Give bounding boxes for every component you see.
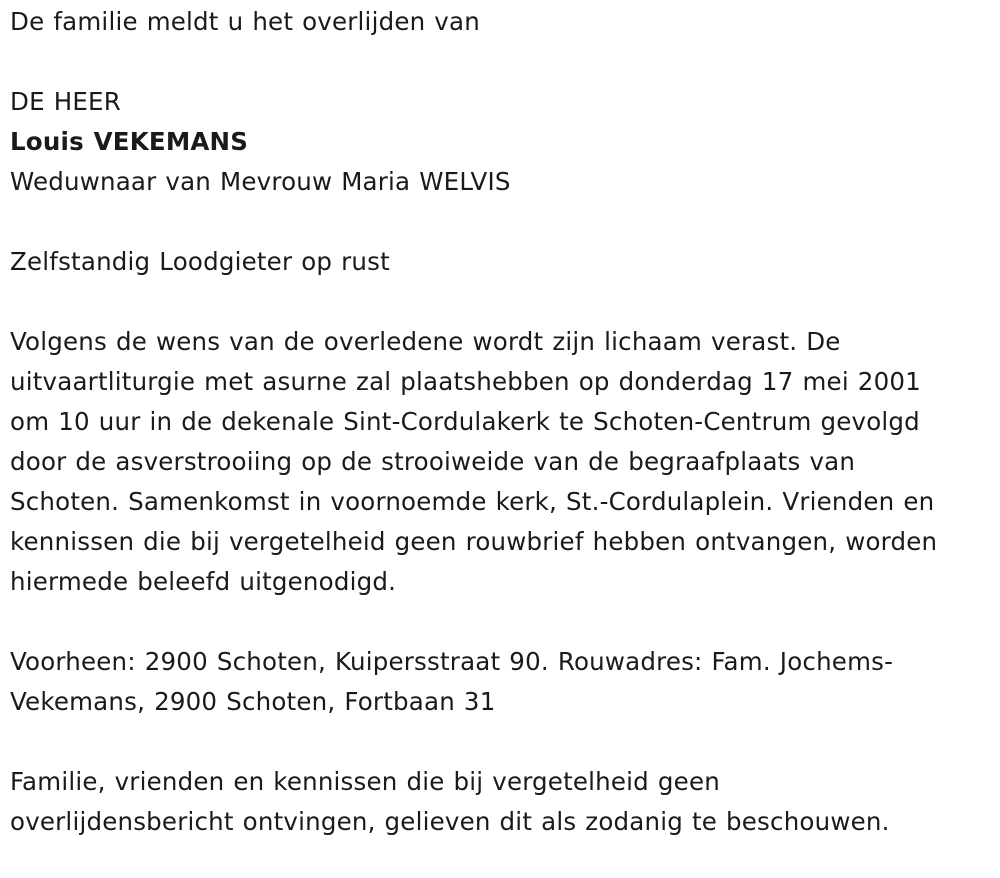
- funeral-paragraph: [10, 322, 995, 602]
- spacer: [10, 282, 995, 322]
- funeral-line: kennissen die bij vergetelheid geen rouwbrief hebben ontvangen, worden: [10, 527, 938, 556]
- closing-line: Familie, vrienden en kennissen die bij vergetelheid geen: [10, 767, 720, 796]
- funeral-line: Volgens de wens van de overledene wordt zijn lichaam verast. De: [10, 327, 841, 356]
- closing-line: overlijdensbericht ontvingen, gelieven dit als zodanig te beschouwen.: [10, 807, 890, 836]
- widower-text: Weduwnaar van Mevrouw Maria WELVIS: [10, 167, 511, 196]
- honorific-text: DE HEER: [10, 87, 121, 116]
- intro-text: De familie meldt u het overlijden van: [10, 7, 480, 36]
- spacer: [10, 602, 995, 642]
- funeral-line: om 10 uur in de dekenale Sint-Cordulakerk te Schoten-Centrum gevolgd: [10, 407, 920, 436]
- funeral-line: door de asverstrooiing op de strooiweide van de begraafplaats van: [10, 447, 856, 476]
- address-paragraph: [10, 642, 995, 722]
- address-line: Voorheen: 2900 Schoten, Kuipersstraat 90. Rouwadres: Fam. Jochems-: [10, 647, 894, 676]
- funeral-line: uitvaartliturgie met asurne zal plaatshebben op donderdag 17 mei 2001: [10, 367, 921, 396]
- spacer: [10, 722, 995, 762]
- obituary-notice: [10, 2, 995, 842]
- closing-paragraph: [10, 762, 995, 842]
- spacer: [10, 42, 995, 82]
- deceased-name: Louis VEKEMANS: [10, 127, 249, 156]
- occupation-text: Zelfstandig Loodgieter op rust: [10, 247, 390, 276]
- funeral-line: hiermede beleefd uitgenodigd.: [10, 567, 397, 596]
- funeral-line: Schoten. Samenkomst in voornoemde kerk, St.-Cordulaplein. Vrienden en: [10, 487, 935, 516]
- address-line: Vekemans, 2900 Schoten, Fortbaan 31: [10, 687, 496, 716]
- spacer: [10, 202, 995, 242]
